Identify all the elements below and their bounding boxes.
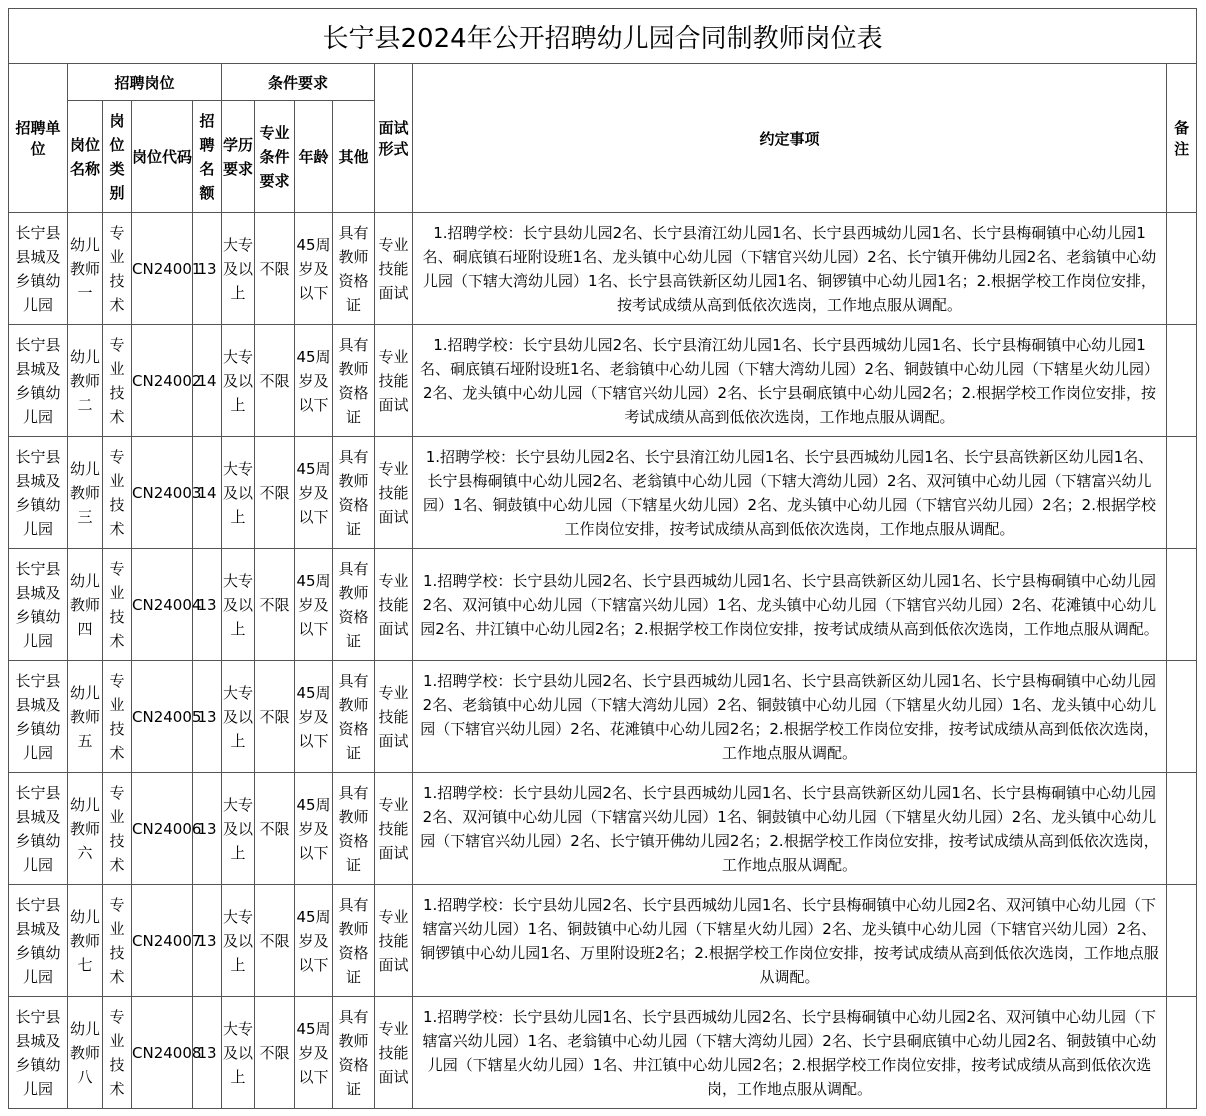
- cell-position-type: 专业技术: [103, 997, 132, 1109]
- cell-age: 45周岁及以下: [295, 549, 333, 661]
- cell-unit: 长宁县县城及乡镇幼儿园: [9, 549, 68, 661]
- cell-position-type: 专业技术: [103, 549, 132, 661]
- cell-other: 具有教师资格证: [333, 325, 375, 437]
- cell-age: 45周岁及以下: [295, 997, 333, 1109]
- cell-agreement: 1.招聘学校：长宁县幼儿园2名、长宁县西城幼儿园1名、长宁县高铁新区幼儿园1名、长宁县梅硐镇中心幼儿园2名、双河镇中心幼儿园（下辖富兴幼儿园）1名、铜鼓镇中心幼儿园（下辖星火幼儿园）2名、龙头镇中心幼儿园（下辖官兴幼儿园）2名、长宁镇开佛幼儿园2名；2.根据学校工作岗位安排，按考试成绩从高到低依次选岗，工作地点服从调配。: [413, 773, 1167, 885]
- header-interview: 面试形式: [375, 64, 413, 213]
- header-major: 专业条件要求: [255, 101, 295, 213]
- cell-position-code: CN24004: [132, 549, 193, 661]
- cell-interview: 专业技能面试: [375, 885, 413, 997]
- header-group-position: 招聘岗位: [68, 64, 222, 101]
- cell-remarks: [1167, 885, 1197, 997]
- page-title: 长宁县2024年公开招聘幼儿园合同制教师岗位表: [9, 9, 1197, 64]
- cell-other: 具有教师资格证: [333, 885, 375, 997]
- cell-position-code: CN24007: [132, 885, 193, 997]
- cell-position-name: 幼儿教师三: [68, 437, 103, 549]
- cell-quota: 13: [193, 997, 222, 1109]
- header-other: 其他: [333, 101, 375, 213]
- cell-unit: 长宁县县城及乡镇幼儿园: [9, 773, 68, 885]
- header-position-name: 岗位名称: [68, 101, 103, 213]
- cell-unit: 长宁县县城及乡镇幼儿园: [9, 437, 68, 549]
- table-row: [9, 885, 1197, 997]
- cell-quota: 13: [193, 549, 222, 661]
- cell-other: 具有教师资格证: [333, 773, 375, 885]
- cell-position-type: 专业技术: [103, 213, 132, 325]
- header-position-type: 岗位类别: [103, 101, 132, 213]
- table-row: [9, 773, 1197, 885]
- cell-unit: 长宁县县城及乡镇幼儿园: [9, 885, 68, 997]
- cell-unit: 长宁县县城及乡镇幼儿园: [9, 325, 68, 437]
- cell-position-type: 专业技术: [103, 885, 132, 997]
- cell-position-code: CN24006: [132, 773, 193, 885]
- cell-major: 不限: [255, 213, 295, 325]
- cell-education: 大专及以上: [222, 213, 255, 325]
- header-age: 年龄: [295, 101, 333, 213]
- cell-major: 不限: [255, 773, 295, 885]
- cell-remarks: [1167, 437, 1197, 549]
- cell-position-name: 幼儿教师一: [68, 213, 103, 325]
- header-unit: 招聘单位: [9, 64, 68, 213]
- cell-interview: 专业技能面试: [375, 997, 413, 1109]
- cell-interview: 专业技能面试: [375, 437, 413, 549]
- cell-other: 具有教师资格证: [333, 213, 375, 325]
- cell-quota: 13: [193, 773, 222, 885]
- cell-position-code: CN24002: [132, 325, 193, 437]
- cell-education: 大专及以上: [222, 325, 255, 437]
- cell-education: 大专及以上: [222, 549, 255, 661]
- cell-age: 45周岁及以下: [295, 437, 333, 549]
- cell-position-code: CN24008: [132, 997, 193, 1109]
- cell-agreement: 1.招聘学校：长宁县幼儿园2名、长宁县淯江幼儿园1名、长宁县西城幼儿园1名、长宁县高铁新区幼儿园1名、长宁县梅硐镇中心幼儿园2名、老翁镇中心幼儿园（下辖大湾幼儿园）2名、双河镇中心幼儿园（下辖富兴幼儿园）1名、铜鼓镇中心幼儿园（下辖星火幼儿园）2名、龙头镇中心幼儿园（下辖官兴幼儿园）2名；2.根据学校工作岗位安排，按考试成绩从高到低依次选岗，工作地点服从调配。: [413, 437, 1167, 549]
- cell-position-name: 幼儿教师五: [68, 661, 103, 773]
- table-row: [9, 213, 1197, 325]
- cell-other: 具有教师资格证: [333, 437, 375, 549]
- table-row: [9, 661, 1197, 773]
- cell-position-name: 幼儿教师六: [68, 773, 103, 885]
- cell-education: 大专及以上: [222, 997, 255, 1109]
- cell-major: 不限: [255, 661, 295, 773]
- cell-remarks: [1167, 549, 1197, 661]
- table-row: [9, 437, 1197, 549]
- cell-agreement: 1.招聘学校：长宁县幼儿园1名、长宁县西城幼儿园2名、长宁县梅硐镇中心幼儿园2名、双河镇中心幼儿园（下辖富兴幼儿园）1名、老翁镇中心幼儿园（下辖大湾幼儿园）2名、长宁县硐底镇中心幼儿园2名、铜鼓镇中心幼儿园（下辖星火幼儿园）1名、井江镇中心幼儿园2名；2.根据学校工作岗位安排，按考试成绩从高到低依次选岗，工作地点服从调配。: [413, 997, 1167, 1109]
- cell-age: 45周岁及以下: [295, 773, 333, 885]
- cell-age: 45周岁及以下: [295, 213, 333, 325]
- cell-position-code: CN24003: [132, 437, 193, 549]
- cell-interview: 专业技能面试: [375, 213, 413, 325]
- cell-age: 45周岁及以下: [295, 885, 333, 997]
- cell-major: 不限: [255, 885, 295, 997]
- cell-position-type: 专业技术: [103, 661, 132, 773]
- cell-education: 大专及以上: [222, 661, 255, 773]
- header-group-conditions: 条件要求: [222, 64, 375, 101]
- cell-other: 具有教师资格证: [333, 997, 375, 1109]
- cell-position-name: 幼儿教师四: [68, 549, 103, 661]
- cell-agreement: 1.招聘学校：长宁县幼儿园2名、长宁县西城幼儿园1名、长宁县高铁新区幼儿园1名、长宁县梅硐镇中心幼儿园2名、双河镇中心幼儿园（下辖富兴幼儿园）1名、龙头镇中心幼儿园（下辖官兴幼儿园）2名、花滩镇中心幼儿园2名、井江镇中心幼儿园2名；2.根据学校工作岗位安排，按考试成绩从高到低依次选岗，工作地点服从调配。: [413, 549, 1167, 661]
- cell-major: 不限: [255, 325, 295, 437]
- cell-remarks: [1167, 773, 1197, 885]
- cell-position-name: 幼儿教师二: [68, 325, 103, 437]
- cell-other: 具有教师资格证: [333, 661, 375, 773]
- cell-age: 45周岁及以下: [295, 661, 333, 773]
- table-row: [9, 997, 1197, 1109]
- cell-remarks: [1167, 213, 1197, 325]
- cell-remarks: [1167, 997, 1197, 1109]
- cell-quota: 13: [193, 661, 222, 773]
- cell-position-code: CN24005: [132, 661, 193, 773]
- cell-unit: 长宁县县城及乡镇幼儿园: [9, 661, 68, 773]
- cell-position-name: 幼儿教师七: [68, 885, 103, 997]
- cell-age: 45周岁及以下: [295, 325, 333, 437]
- cell-interview: 专业技能面试: [375, 549, 413, 661]
- cell-remarks: [1167, 661, 1197, 773]
- cell-position-type: 专业技术: [103, 773, 132, 885]
- cell-remarks: [1167, 325, 1197, 437]
- cell-quota: 14: [193, 437, 222, 549]
- cell-unit: 长宁县县城及乡镇幼儿园: [9, 997, 68, 1109]
- header-agreement: 约定事项: [413, 64, 1167, 213]
- cell-unit: 长宁县县城及乡镇幼儿园: [9, 213, 68, 325]
- cell-interview: 专业技能面试: [375, 325, 413, 437]
- cell-agreement: 1.招聘学校：长宁县幼儿园2名、长宁县淯江幼儿园1名、长宁县西城幼儿园1名、长宁县梅硐镇中心幼儿园1名、硐底镇石垭附设班1名、老翁镇中心幼儿园（下辖大湾幼儿园）2名、铜鼓镇中心幼儿园（下辖星火幼儿园）2名、龙头镇中心幼儿园（下辖官兴幼儿园）2名、长宁县硐底镇中心幼儿园2名；2.根据学校工作岗位安排，按考试成绩从高到低依次选岗，工作地点服从调配。: [413, 325, 1167, 437]
- header-education: 学历要求: [222, 101, 255, 213]
- cell-agreement: 1.招聘学校：长宁县幼儿园2名、长宁县西城幼儿园1名、长宁县高铁新区幼儿园1名、长宁县梅硐镇中心幼儿园2名、老翁镇中心幼儿园（下辖大湾幼儿园）2名、铜鼓镇中心幼儿园（下辖星火幼儿园）1名、龙头镇中心幼儿园（下辖官兴幼儿园）2名、花滩镇中心幼儿园2名；2.根据学校工作岗位安排，按考试成绩从高到低依次选岗，工作地点服从调配。: [413, 661, 1167, 773]
- cell-education: 大专及以上: [222, 437, 255, 549]
- cell-quota: 14: [193, 325, 222, 437]
- cell-major: 不限: [255, 549, 295, 661]
- table-row: [9, 325, 1197, 437]
- cell-quota: 13: [193, 885, 222, 997]
- cell-position-type: 专业技术: [103, 325, 132, 437]
- cell-major: 不限: [255, 997, 295, 1109]
- recruitment-table: [8, 8, 1197, 1109]
- cell-interview: 专业技能面试: [375, 773, 413, 885]
- cell-position-name: 幼儿教师八: [68, 997, 103, 1109]
- header-remarks: 备注: [1167, 64, 1197, 213]
- cell-interview: 专业技能面试: [375, 661, 413, 773]
- cell-major: 不限: [255, 437, 295, 549]
- cell-quota: 13: [193, 213, 222, 325]
- cell-agreement: 1.招聘学校：长宁县幼儿园2名、长宁县西城幼儿园1名、长宁县梅硐镇中心幼儿园2名、双河镇中心幼儿园（下辖富兴幼儿园）1名、铜鼓镇中心幼儿园（下辖星火幼儿园）2名、龙头镇中心幼儿园（下辖官兴幼儿园）2名、铜锣镇中心幼儿园1名、万里附设班2名；2.根据学校工作岗位安排，按考试成绩从高到低依次选岗，工作地点服从调配。: [413, 885, 1167, 997]
- cell-agreement: 1.招聘学校：长宁县幼儿园2名、长宁县淯江幼儿园1名、长宁县西城幼儿园1名、长宁县梅硐镇中心幼儿园1名、硐底镇石垭附设班1名、龙头镇中心幼儿园（下辖官兴幼儿园）2名、长宁镇开佛幼儿园2名、老翁镇中心幼儿园（下辖大湾幼儿园）1名、长宁县高铁新区幼儿园1名、铜锣镇中心幼儿园1名；2.根据学校工作岗位安排，按考试成绩从高到低依次选岗，工作地点服从调配。: [413, 213, 1167, 325]
- cell-position-type: 专业技术: [103, 437, 132, 549]
- cell-education: 大专及以上: [222, 773, 255, 885]
- table-row: [9, 549, 1197, 661]
- cell-other: 具有教师资格证: [333, 549, 375, 661]
- header-quota: 招聘名额: [193, 101, 222, 213]
- header-position-code: 岗位代码: [132, 101, 193, 213]
- cell-position-code: CN24001: [132, 213, 193, 325]
- cell-education: 大专及以上: [222, 885, 255, 997]
